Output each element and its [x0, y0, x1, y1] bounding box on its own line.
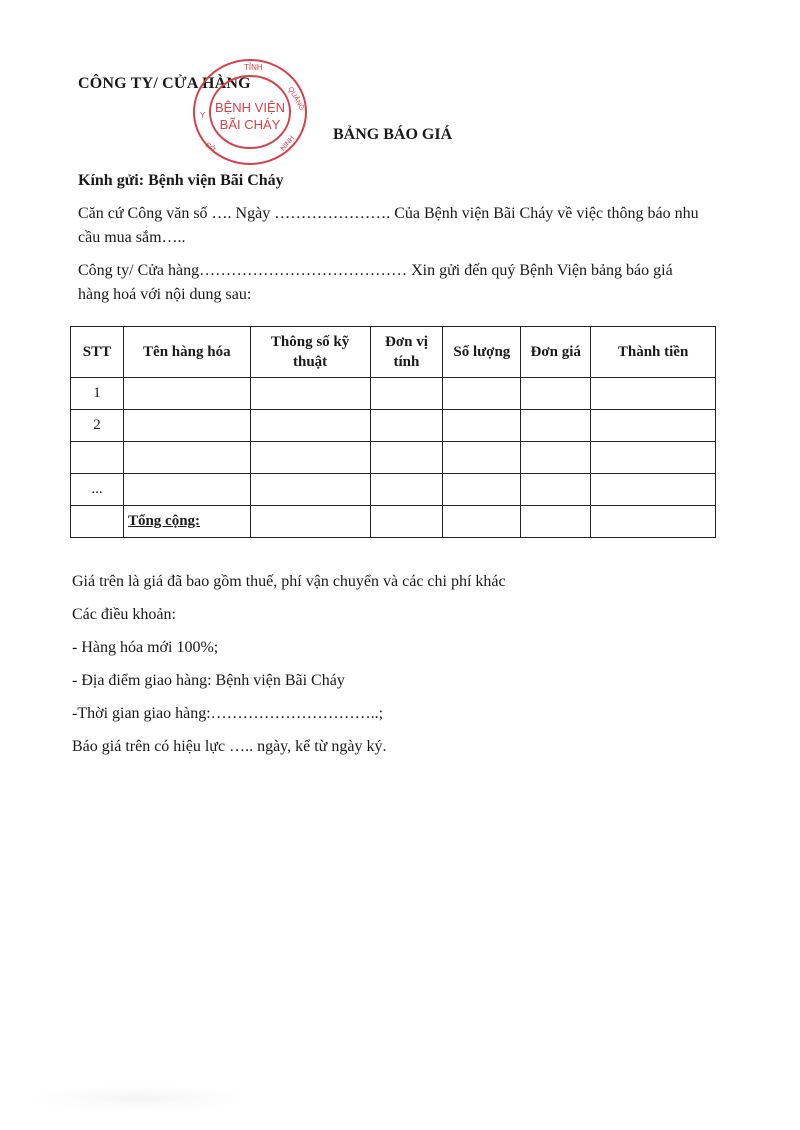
table-row	[71, 474, 716, 506]
table-row	[71, 410, 716, 442]
cell	[250, 410, 370, 442]
header-specification: Thông số kỹ thuật	[250, 327, 370, 378]
stamp-center-line1: BỆNH VIỆN	[214, 100, 286, 115]
cell	[443, 378, 521, 410]
cell	[250, 474, 370, 506]
term-item: - Địa điểm giao hàng: Bệnh viện Bãi Cháy	[72, 672, 345, 689]
header-quantity: Số lượng	[443, 327, 521, 378]
row-stt: 2	[71, 410, 124, 442]
cell	[591, 442, 716, 474]
table-row	[71, 378, 716, 410]
header-unit: Đơn vị tính	[370, 327, 443, 378]
intro-paragraph: Công ty/ Cửa hàng………………………………… Xin gửi đến quý Bệnh Viện bảng báo giá hàng hoá với nội dung sau:	[78, 262, 673, 303]
stamp-center-line2: BÃI CHÁY	[219, 117, 281, 132]
cell	[521, 442, 591, 474]
scan-smudge	[30, 1085, 250, 1113]
validity-note: Báo giá trên có hiệu lực ….. ngày, kể từ ngày ký.	[72, 738, 387, 755]
cell	[591, 506, 716, 538]
quotation-table	[70, 326, 716, 538]
row-stt: ...	[71, 474, 124, 506]
cell	[250, 442, 370, 474]
cell	[591, 378, 716, 410]
cell	[443, 506, 521, 538]
cell	[250, 506, 370, 538]
row-stt: 1	[71, 378, 124, 410]
total-label: Tổng cộng:	[123, 506, 250, 538]
cell	[521, 474, 591, 506]
cell	[250, 378, 370, 410]
cell	[443, 442, 521, 474]
table-row	[71, 442, 716, 474]
cell	[71, 506, 124, 538]
cell	[123, 410, 250, 442]
cell	[521, 410, 591, 442]
cell	[591, 474, 716, 506]
recipient-line: Kính gửi: Bệnh viện Bãi Cháy	[78, 172, 284, 189]
document-title: BẢNG BÁO GIÁ	[333, 126, 453, 143]
reference-paragraph: Căn cứ Công văn số …. Ngày …………………. Của Bệnh viện Bãi Cháy về việc thông báo nhu cầu mua sắm…..	[78, 205, 699, 246]
header-stt: STT	[71, 327, 124, 378]
cell	[443, 410, 521, 442]
terms-section	[72, 570, 506, 768]
cell	[521, 378, 591, 410]
row-stt	[71, 442, 124, 474]
header-item-name: Tên hàng hóa	[123, 327, 250, 378]
cell	[370, 410, 443, 442]
cell	[123, 378, 250, 410]
cell	[370, 442, 443, 474]
term-item: -Thời gian giao hàng:…………………………..;	[72, 705, 384, 722]
header-amount: Thành tiền	[591, 327, 716, 378]
cell	[370, 506, 443, 538]
cell	[123, 474, 250, 506]
price-note: Giá trên là giá đã bao gồm thuế, phí vận chuyển và các chi phí khác	[72, 573, 506, 590]
hospital-stamp	[190, 56, 310, 168]
stamp-right-text: QUẢNG	[286, 86, 306, 112]
stamp-left-text: Y	[200, 111, 206, 120]
table-total-row	[71, 506, 716, 538]
terms-heading: Các điều khoản:	[72, 606, 176, 623]
cell	[370, 378, 443, 410]
table-header-row	[71, 327, 716, 378]
cell	[521, 506, 591, 538]
stamp-top-text: TỈNH	[244, 63, 263, 72]
cell	[370, 474, 443, 506]
company-label: CÔNG TY/ CỬA HÀNG	[78, 75, 251, 92]
header-unit-price: Đơn giá	[521, 327, 591, 378]
cell	[443, 474, 521, 506]
cell	[123, 442, 250, 474]
term-item: - Hàng hóa mới 100%;	[72, 639, 219, 656]
stamp-bottom-text: SỞ	[203, 141, 217, 154]
stamp-right-text-2: NINH	[279, 134, 296, 153]
cell	[591, 410, 716, 442]
